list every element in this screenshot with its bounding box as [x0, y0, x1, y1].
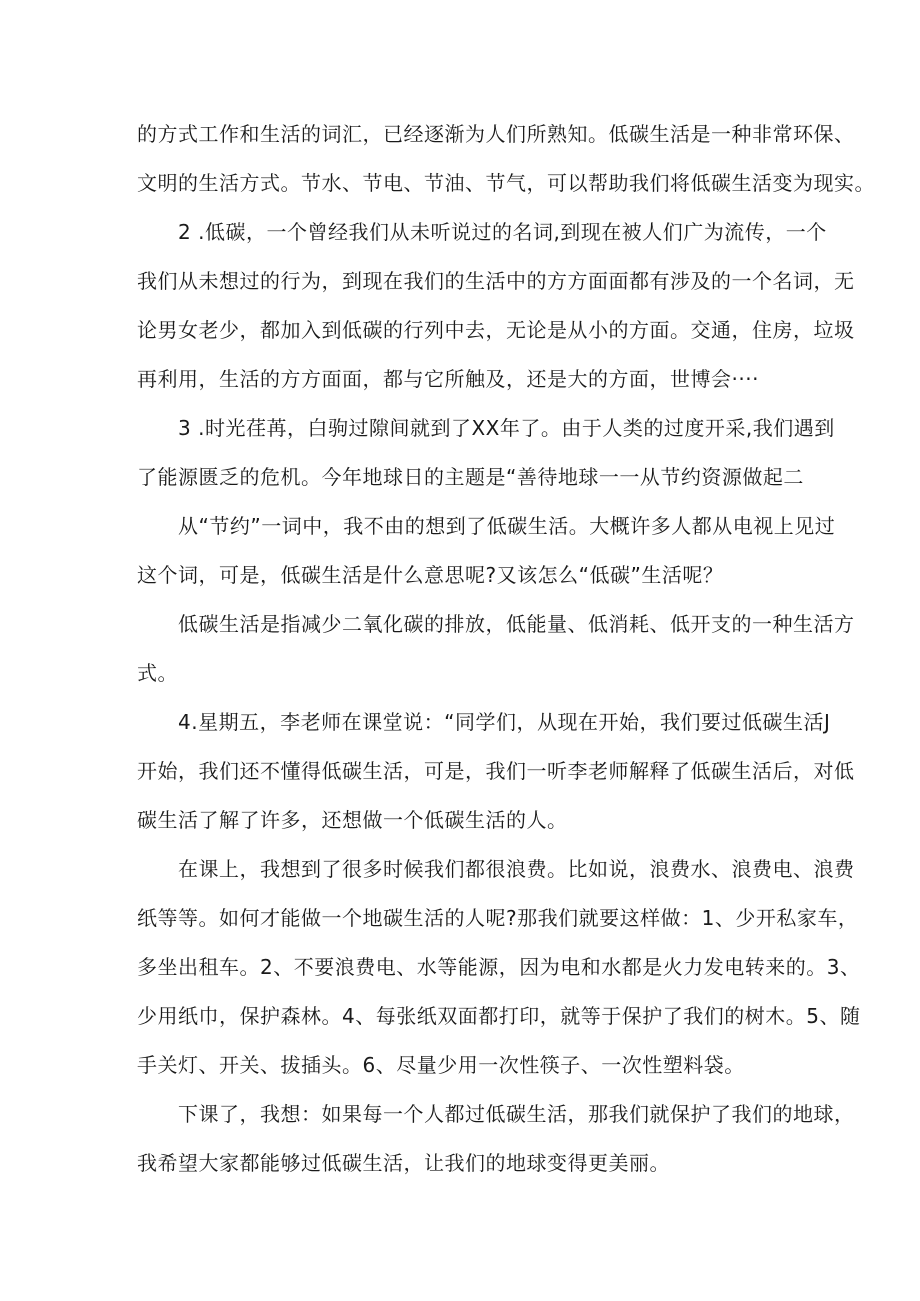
text-line: 多坐出租车。2、不要浪费电、水等能源，因为电和水都是火力发电转来的。3、	[137, 955, 861, 979]
text-line: 再利用，生活的方方面面，都与它所触及，还是大的方面，世博会····	[137, 367, 759, 391]
text-line: 3 .时光荏苒，白驹过隙间就到了XX年了。由于人类的过度开采,我们遇到	[178, 416, 835, 440]
text-line: 手关灯、开关、拔插头。6、尽量少用一次性筷子、一次性塑料袋。	[137, 1053, 745, 1077]
text-line: 文明的生活方式。节水、节电、节油、节气，可以帮助我们将低碳生活变为现实。	[137, 171, 875, 195]
text-line: 在课上，我想到了很多时候我们都很浪费。比如说，浪费水、浪费电、浪费	[178, 857, 855, 881]
text-line: 这个词，可是，低碳生活是什么意思呢?又该怎么“低碳”生活呢？	[137, 563, 724, 587]
text-line: 低碳生活是指减少二氧化碳的排放，低能量、低消耗、低开支的一种生活方	[178, 612, 855, 636]
text-line: 2 .低碳，一个曾经我们从未听说过的名词,到现在被人们广为流传，一个	[178, 220, 827, 244]
text-line: 的方式工作和生活的词汇，已经逐渐为人们所熟知。低碳生活是一种非常环保、	[137, 122, 855, 146]
text-line: 少用纸巾，保护森林。4、每张纸双面都打印，就等于保护了我们的树木。5、随	[137, 1004, 861, 1028]
text-line: 4.星期五，李老师在课堂说：“同学们，从现在开始，我们要过低碳生活J	[178, 710, 831, 734]
text-line: 从“节约”一词中，我不由的想到了低碳生活。大概许多人都从电视上见过	[178, 514, 836, 538]
text-line: 我希望大家都能够过低碳生活，让我们的地球变得更美丽。	[137, 1151, 670, 1175]
text-line: 论男女老少，都加入到低碳的行列中去，无论是从小的方面。交通，住房，垃圾	[137, 318, 855, 342]
text-line: 了能源匮乏的危机。今年地球日的主题是“善待地球一一从节约资源做起二	[137, 465, 804, 489]
text-line: 式。	[137, 661, 178, 685]
text-line: 下课了，我想：如果每一个人都过低碳生活，那我们就保护了我们的地球，	[178, 1102, 855, 1126]
text-line: 开始，我们还不懂得低碳生活，可是，我们一听李老师解释了低碳生活后，对低	[137, 759, 855, 783]
text-line: 碳生活了解了许多，还想做一个低碳生活的人。	[137, 808, 568, 832]
text-line: 我们从未想过的行为，到现在我们的生活中的方方面面都有涉及的一个名词，无	[137, 269, 855, 293]
text-line: 纸等等。如何才能做一个地碳生活的人呢?那我们就要这样做：1、少开私家车，	[137, 906, 859, 930]
